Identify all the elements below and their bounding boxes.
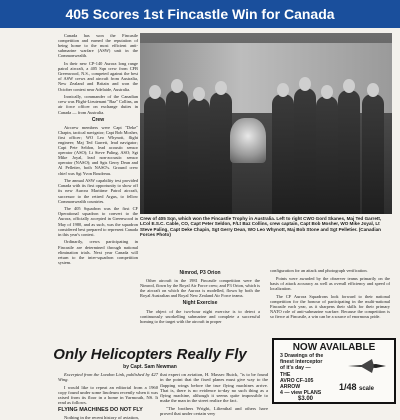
story2-headline: Only Helicopters Really Fly	[53, 346, 247, 363]
section-heading-nimrod: Nimrod, P3 Orion	[179, 270, 221, 276]
section-heading-night-exercise: Night Exercise	[182, 300, 218, 307]
paragraph: that expert on aviation, H. Massec Buick, "is to be found in the point that the fixed planes must give way to the flapping wings before the true flying machines arrive. That is, there is no evidence to-day no such thing as a flying machine, although it seems quite impossible to make the man in the street realize the fact.	[160, 372, 268, 404]
story2-byline: by Capt. Sam Newman	[123, 364, 177, 370]
avro-arrow-plans-ad	[272, 338, 396, 404]
ad-line: 3 Drawings of the	[280, 353, 324, 359]
paragraph: The object of the two-hour night exercise is to detect a continuously snorkelling submarine and complete a successful homing to the target with the aircraft in proper	[140, 308, 260, 324]
ad-price: $3.00	[298, 396, 314, 403]
story2-column-2	[160, 372, 268, 417]
paragraph: Canada has won the Fincastle competition and earned the reputation of being home to the most efficient anti-submarine warfare (ASW) unit in the Commonwealth.	[58, 33, 138, 59]
ad-line: of it's day —	[280, 365, 311, 372]
paragraph: Excerpted from the London Link, published by 427 Wing.	[58, 372, 158, 383]
paragraph: Aircrew members were Capt "Deke" Chapin, tactical navigator; Capt Bob Mosher, first officer; WO Leo Whynott, flight engineer; Maj Ted Garrett, lead navigator; Capt Pete Seldon, lead acoustic sensor operator (ASO); Lt Steve Paling, ASO; Sgt Mike Joyal, lead non-acoustic sensor operator (NASO); and Sgts Gerry Dean and Al Pelletier, both NASO's. Ground crew chief was Sgt Yvon Boudreau.	[58, 124, 138, 176]
paragraph: configuration for an attack and photograph verification.	[270, 268, 368, 273]
left-column	[58, 33, 138, 265]
paragraph: The annual ASW capability test provided Canada with its first opportunity to show off its new Aurora Maritime Patrol aircraft, successor to the retired Argus, to fellow Commonwealth countries.	[58, 178, 138, 204]
right-column	[270, 268, 390, 340]
ad-line: AVRO CF-105	[280, 377, 314, 384]
paragraph: "The brothers Wright, Lilienthal and others have proved that under certain very	[160, 405, 268, 417]
ad-title: NOW AVAILABLE	[292, 342, 376, 353]
ad-scale: 1/48 scale	[338, 382, 374, 392]
paragraph: I would like to repeat an editorial from a 1960 copy found under some linoleum recently when it was raised from its floor in a home in Yarmouth, NS. It read as follows.	[58, 384, 158, 406]
paragraph: Ironically, commander of the Canadian crew was Flight-Lieutenant "Baz" Collins, an air force officer on exchange duties in Canada — from Australia.	[58, 94, 138, 115]
paragraph: In their new CP-140 Aurora long range patrol aircraft, a 405 Sqn crew from CFB Greenwood, N.S., competed against the best of ASW crews and aircraft from Australia, New Zealand and Britain and won the October contest near Adelaide, Australia.	[58, 61, 138, 92]
middle-column	[140, 268, 260, 340]
story2-subheading: FLYING MACHINES DO NOT FLY	[58, 406, 143, 413]
ad-line: THE	[280, 371, 291, 378]
crew-photo	[140, 33, 392, 214]
paragraph: Ordinarily, crews participating in Fincastle are determined through national elimination trials. Next year Canada will return to the inter-squadron competition system.	[58, 239, 138, 265]
photo-caption: Crew of 405 Sqn, which won the Fincastle Trophy in Australia. Left to right CWO Gord Skanes, Maj Ted Garrett, LCol E.S.C. Cable, CO, Capt Peter Seldon, F/Lt Baz Collins, crew captain, Capt Bob Mosher, WO Mike Joyal, Lt Steve Paling, Capt Deke Chapin, Sgt Gerry Dean, WO Leo Whynott, Maj Bob Stone and Sgt Pelletier. (Canadian Forces Photo)	[140, 216, 382, 238]
headline: 405 Scores 1st Fincastle Win for Canada	[0, 0, 400, 28]
paragraph: Other aircraft in the 1981 Fincastle competition were the Nimrod, flown by the Royal Air Force crew; and P3 Orion, which is the aircraft on which the Aurora is modelled, flown by both the Royal Australian and Royal New Zealand Air Force teams.	[140, 278, 260, 299]
arrow-jet-icon	[346, 358, 388, 374]
paragraph: The CF Aurora Squadrons look forward to their national competition for the honour of participating in the multi-national Fincastle each year, as it sharpens their skills for their primary NATO role of anti-submarine warfare. Because the competition is so fierce at Fincastle, a win can be a source of enormous pride.	[270, 293, 390, 319]
section-heading-crew: Crew	[91, 116, 105, 123]
paragraph: Points were awarded by the observer teams primarily on the basis of attack accuracy as well as overall efficiency and speed of localization.	[270, 275, 390, 291]
fincastle-trophy	[230, 118, 266, 163]
ad-line: ARROW	[280, 384, 301, 391]
paragraph: Nothing in the recent history of aviation,	[64, 415, 139, 420]
ad-line: finest interceptor	[280, 359, 323, 366]
story2-column-1	[58, 372, 158, 420]
paragraph: The 405 Squadron was the first CF Operational squadron to convert to the Aurora, officially accepted in Greenwood in May of 1980, and as such, was the squadron considered best prepared to represent Canada in this year's contest.	[58, 206, 138, 237]
ad-line: 4 — view PLANS	[280, 390, 322, 397]
